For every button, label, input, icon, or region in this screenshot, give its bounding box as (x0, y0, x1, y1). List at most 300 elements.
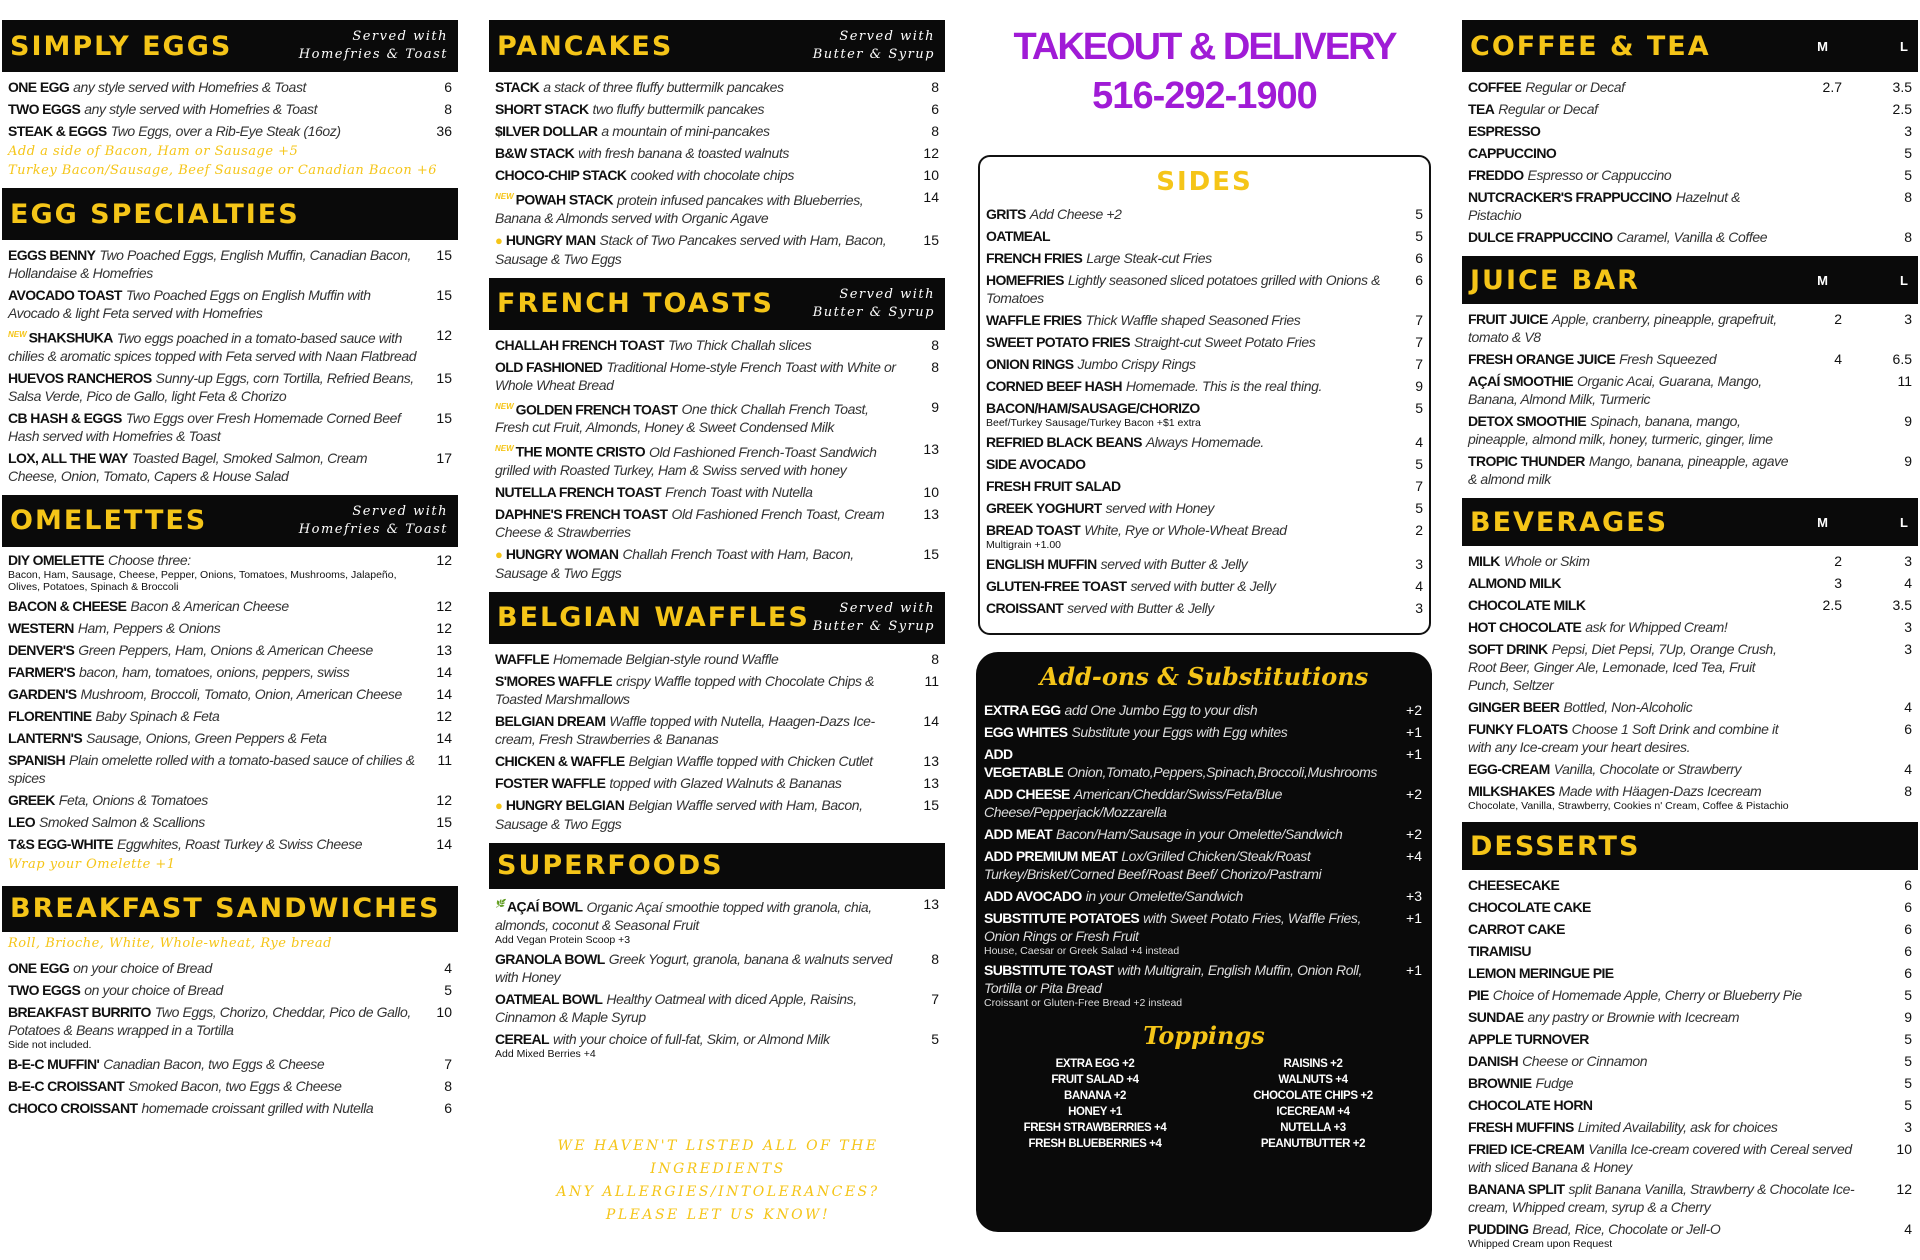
item-name: TWO EGGS (8, 101, 81, 117)
item-description: Apple, cranberry, pineapple, grapefruit, tomato & V8 (1468, 311, 1777, 345)
section-title: DESSERTS (1470, 830, 1641, 862)
french-toasts-section (489, 278, 945, 582)
item-name: GLUTEN-FREE TOAST (986, 578, 1127, 594)
item-description: Limited Availability, ask for choices (1577, 1119, 1778, 1135)
menu-item (495, 990, 939, 1026)
item-description: a mountain of mini-pancakes (601, 123, 770, 139)
item-list (980, 205, 1429, 617)
item-text (986, 311, 1397, 329)
item-subnote: Side not included. (8, 1038, 92, 1051)
item-text (986, 577, 1397, 595)
menu-item (8, 1003, 452, 1051)
price-large: 6.5 (1892, 351, 1912, 367)
allergy-line: PLEASE LET US KNOW! (605, 1207, 831, 1223)
item-description: with fresh banana & toasted walnuts (578, 145, 790, 161)
menu-item (986, 477, 1423, 495)
menu-item (986, 577, 1423, 595)
menu-item (495, 166, 939, 184)
menu-item (1468, 640, 1912, 694)
menu-item (1468, 372, 1912, 408)
menu-item (495, 505, 939, 541)
menu-item (1468, 166, 1912, 184)
takeout-delivery (978, 24, 1431, 122)
section-header (2, 886, 458, 932)
item-price: 12 (436, 597, 452, 614)
item-description: American/Cheddar/Swiss/Feta/Blue Cheese/Pepperjack/Mozzarella (984, 786, 1282, 820)
item-description: Bottled, Non-Alcoholic (1563, 699, 1693, 715)
price-large: 11 (1897, 373, 1912, 389)
item-text (495, 990, 913, 1026)
item-text (1468, 1030, 1886, 1048)
item-description: Two Eggs over Fresh Homemade Corned Beef Hash served with Homefries & Toast (8, 409, 401, 444)
item-price: 5 (1904, 987, 1912, 1003)
size-labels: M L (1817, 514, 1908, 530)
menu-item (8, 122, 452, 140)
item-description: served with butter & Jelly (1130, 578, 1276, 594)
item-name: CORNED BEEF HASH (986, 378, 1122, 394)
item-name: BREAD TOAST (986, 522, 1081, 538)
item-list (1462, 870, 1918, 1250)
menu-item (1468, 310, 1912, 346)
menu-item (8, 707, 452, 725)
item-price: 8 (444, 101, 452, 117)
item-text (8, 597, 426, 615)
menu-item (8, 409, 452, 445)
item-price: 14 (436, 685, 452, 702)
item-name: CHICKEN & WAFFLE (495, 752, 625, 769)
belgian-waffles-section (489, 592, 945, 833)
item-name: HOMEFRIES (986, 272, 1064, 288)
item-description: Vanilla, Chocolate or Strawberry (1553, 761, 1742, 777)
item-name: REFRIED BLACK BEANS (986, 434, 1142, 450)
item-description: protein infused pancakes with Blueberries, Banana & Almonds served with Organic Agave (495, 191, 864, 226)
menu-item (8, 1099, 452, 1117)
item-description: any pastry or Brownie with Icecream (1527, 1009, 1740, 1025)
item-text (495, 712, 913, 748)
menu-item (8, 551, 452, 593)
menu-item (8, 663, 452, 681)
item-name: OATMEAL (986, 228, 1050, 244)
menu-item (1468, 350, 1912, 368)
price-large: 3 (1904, 619, 1912, 635)
section-title: SUPERFOODS (497, 850, 724, 882)
item-price: 7 (1415, 312, 1423, 328)
item-subnote: Multigrain +1.00 (986, 539, 1062, 551)
item-name: BACON & CHEESE (8, 597, 127, 614)
item-text (1468, 920, 1886, 938)
item-name: FOSTER WAFFLE (495, 774, 606, 791)
item-description: Smoked Bacon, two Eggs & Cheese (128, 1077, 342, 1094)
item-name: FRUIT JUICE (1468, 311, 1548, 327)
price-medium: 2 (1834, 311, 1842, 327)
menu-item (1468, 618, 1912, 636)
item-name: CHALLAH FRENCH TOAST (495, 336, 664, 353)
menu-item (986, 555, 1423, 573)
item-text (1468, 350, 1802, 368)
item-description: two fluffy buttermilk pancakes (592, 101, 765, 117)
simply-eggs-section (2, 20, 458, 178)
item-list (2, 547, 458, 853)
item-description: Smoked Salmon & Scallions (38, 813, 205, 830)
served-with: Served with Butter & Syrup (812, 286, 935, 320)
item-name: CROISSANT (986, 600, 1064, 616)
item-text (8, 326, 426, 365)
menu-item (8, 729, 452, 747)
item-description: Green Peppers, Ham, Onions & American Cheese (78, 641, 373, 658)
item-text (1468, 452, 1802, 488)
item-name: BELGIAN DREAM (495, 712, 606, 729)
section-header (1462, 20, 1918, 72)
item-name: EGGS BENNY (8, 247, 96, 263)
price-large: 3 (1904, 641, 1912, 657)
item-name: ONE EGG (8, 959, 70, 976)
item-description: Lox/Grilled Chicken/Steak/Roast Turkey/Brisket/Corned Beef/Roast Beef/ Chorizo/Pastrami (984, 848, 1322, 882)
item-price: 6 (1904, 899, 1912, 915)
item-name: FRESH ORANGE JUICE (1468, 351, 1616, 367)
item-price: 17 (436, 449, 452, 466)
section-title: FRENCH TOASTS (497, 288, 774, 320)
item-text (495, 505, 913, 541)
menu-item (986, 455, 1423, 473)
item-text (8, 707, 426, 725)
item-text (986, 477, 1397, 495)
item-subnote: House, Caesar or Greek Salad +4 instead (984, 945, 1180, 957)
item-name: DENVER'S (8, 641, 75, 658)
price-large: 4 (1904, 761, 1912, 777)
menu-item (1468, 596, 1912, 614)
item-description: Thick Waffle shaped Seasoned Fries (1085, 312, 1301, 328)
item-price: 6 (444, 1099, 452, 1116)
item-text (1468, 412, 1802, 448)
item-price: 5 (1904, 1097, 1912, 1113)
menu-item (495, 752, 939, 770)
item-price: 15 (436, 369, 452, 386)
item-text (1468, 1008, 1886, 1026)
menu-item (986, 599, 1423, 617)
menu-item (8, 751, 452, 787)
served-with: Served with Homefries & Toast (298, 503, 448, 537)
item-price: 5 (1904, 1053, 1912, 1069)
egg-specialties-section (2, 188, 458, 485)
item-text (1468, 188, 1802, 224)
item-text (495, 122, 913, 140)
menu-item (1468, 144, 1912, 162)
item-price: 13 (923, 441, 939, 458)
item-name: HUEVOS RANCHEROS (8, 369, 152, 386)
menu-item (1468, 898, 1912, 916)
menu-item (495, 144, 939, 162)
item-price: 5 (1415, 500, 1423, 516)
menu-item (986, 333, 1423, 351)
topping-item: ICECREAM +4 (1276, 1106, 1350, 1118)
menu-item (495, 336, 939, 354)
item-name: ONE EGG (8, 79, 70, 95)
item-price: 8 (931, 79, 939, 95)
menu-item (984, 847, 1422, 883)
menu-item (1468, 720, 1912, 756)
item-name: S'MORES WAFFLE (495, 672, 613, 689)
item-description: Two Poached Eggs on English Muffin with Avocado & light Feta served with Homefries (8, 287, 371, 321)
item-description: with your choice of full-fat, Skim, or Almond Milk (552, 1030, 830, 1047)
item-name: DIY OMELETTE (8, 551, 104, 568)
item-name: SUBSTITUTE TOAST (984, 962, 1114, 978)
item-description: Spinach, banana, mango, pineapple, almond milk, honey, turmeric, ginger, lime (1468, 413, 1773, 447)
item-name: PIE (1468, 987, 1489, 1003)
item-price: 15 (436, 247, 452, 263)
menu-item (8, 78, 452, 96)
item-name: FRENCH FRIES (986, 250, 1083, 266)
item-price: 7 (931, 990, 939, 1007)
item-description: Bread, Rice, Chocolate or Jell-O (1532, 1221, 1721, 1237)
section-title: SIDES (1156, 167, 1253, 197)
item-price: 13 (923, 505, 939, 522)
topping-item: PEANUTBUTTER +2 (1260, 1138, 1366, 1150)
item-text (984, 909, 1396, 957)
item-text (1468, 372, 1802, 408)
item-description: Ham, Peppers & Onions (77, 619, 221, 636)
item-description: Vanilla Ice-cream covered with Cereal served with sliced Banana & Honey (1468, 1141, 1852, 1175)
section-title: Add-ons & Substitutions (1039, 662, 1369, 691)
item-description: Mango, banana, pineapple, agave & almond milk (1468, 453, 1789, 487)
item-description: Waffle topped with Nutella, Haagen-Dazs Ice-cream, Fresh Strawberries & Bananas (495, 712, 875, 747)
price-large: 8 (1904, 229, 1912, 245)
section-header (1462, 256, 1918, 304)
item-name: AVOCADO TOAST (8, 287, 122, 303)
item-text (8, 369, 426, 405)
item-name: GREEK YOGHURT (986, 500, 1102, 516)
item-name: ADD MEAT (984, 826, 1053, 842)
section-title: SIMPLY EGGS (10, 30, 233, 62)
item-name: BREAKFAST BURRITO (8, 1003, 151, 1020)
item-price: +2 (1406, 786, 1422, 802)
item-price: 13 (923, 895, 939, 912)
item-text (1468, 166, 1802, 184)
menu-item (1468, 1180, 1912, 1216)
phone-number[interactable]: 516-292-1900 (1092, 75, 1317, 117)
item-name: B-E-C CROISSANT (8, 1077, 125, 1094)
menu-item (1468, 760, 1912, 778)
item-text (1468, 1140, 1886, 1176)
menu-item (495, 672, 939, 708)
item-price: 5 (1415, 228, 1423, 244)
item-price: 14 (923, 712, 939, 729)
item-text (495, 440, 913, 479)
item-description: White, Rye or Whole-Wheat Bread (1084, 522, 1287, 538)
new-badge: NEW (495, 192, 514, 201)
coffee-tea-section (1462, 20, 1918, 246)
item-description: Straight-cut Sweet Potato Fries (1134, 334, 1316, 350)
topping-item: CHOCOLATE CHIPS +2 (1253, 1090, 1373, 1102)
item-name: CB HASH & EGGS (8, 409, 122, 426)
menu-item (984, 785, 1422, 821)
item-text (8, 1003, 426, 1051)
menu-item (1468, 1096, 1912, 1114)
item-text (1468, 574, 1802, 592)
item-name: GARDEN'S (8, 685, 77, 702)
bullet-icon: ● (495, 232, 503, 248)
item-text (1468, 942, 1886, 960)
item-description: Greek Yogurt, granola, banana & walnuts served with Honey (495, 950, 893, 985)
menu-item (984, 887, 1422, 905)
price-large: 4 (1904, 575, 1912, 591)
item-name: FREDDO (1468, 167, 1524, 183)
menu-item (1468, 1118, 1912, 1136)
item-description: Regular or Decaf (1498, 101, 1598, 117)
served-with: Served with Homefries & Toast (298, 29, 448, 62)
item-text (986, 521, 1397, 551)
item-price: 7 (444, 1055, 452, 1072)
item-description: Bacon & American Cheese (130, 597, 289, 614)
item-description: any style served with Homefries & Toast (84, 101, 318, 117)
juice-bar-section (1462, 256, 1918, 488)
section-header (489, 592, 945, 644)
item-name: MILK (1468, 553, 1500, 569)
item-price: 5 (1904, 1031, 1912, 1047)
item-name: LOX, ALL THE WAY (8, 449, 128, 466)
price-large: 5 (1904, 167, 1912, 183)
price-large: 9 (1904, 453, 1912, 469)
menu-item (495, 650, 939, 668)
item-price: 12 (436, 327, 452, 343)
item-text (495, 796, 913, 833)
item-name: ESPRESSO (1468, 123, 1541, 139)
item-text (8, 751, 426, 787)
item-text (984, 723, 1396, 741)
menu-item (1468, 574, 1912, 592)
item-name: ALMOND MILK (1468, 575, 1561, 591)
item-name: OATMEAL BOWL (495, 990, 603, 1007)
menu-item (1468, 412, 1912, 448)
menu-item (8, 791, 452, 809)
item-description: Regular or Decaf (1525, 79, 1625, 95)
item-list (976, 701, 1432, 1009)
item-name: WAFFLE FRIES (986, 312, 1082, 328)
item-name: FRESH FRUIT SALAD (986, 478, 1121, 494)
menu-item (986, 311, 1423, 329)
item-name: HUNGRY BELGIAN (505, 796, 625, 813)
item-name: LANTERN'S (8, 729, 83, 746)
item-description: Cheese or Cinnamon (1522, 1053, 1648, 1069)
item-price: 12 (923, 145, 939, 161)
item-description: Substitute your Eggs with Egg whites (1071, 724, 1288, 740)
item-price: 5 (1415, 456, 1423, 472)
item-price: 6 (1415, 250, 1423, 266)
item-name: STEAK & EGGS (8, 123, 107, 139)
item-price: 8 (931, 950, 939, 967)
item-price: 12 (436, 551, 452, 568)
item-text (8, 122, 426, 140)
item-description: Feta, Onions & Tomatoes (58, 791, 208, 808)
new-badge: NEW (495, 401, 514, 411)
item-description: Hazelnut & Pistachio (1468, 189, 1741, 223)
omelettes-section (2, 495, 458, 872)
item-name: CHOCOLATE HORN (1468, 1097, 1593, 1113)
item-price: +2 (1406, 826, 1422, 842)
item-text (8, 791, 426, 809)
price-large: 9 (1904, 413, 1912, 429)
item-name: TEA (1468, 101, 1495, 117)
pancakes-section (489, 20, 945, 268)
item-text (986, 333, 1397, 351)
item-name: GREEK (8, 791, 55, 808)
toppings-list (976, 1058, 1432, 1150)
menu-item (984, 825, 1422, 843)
item-description: Challah French Toast with Ham, Bacon, Sausage & Two Eggs (495, 545, 854, 581)
section-title: EGG SPECIALTIES (10, 198, 300, 230)
item-list (489, 72, 945, 268)
item-description: Sausage, Onions, Green Peppers & Feta (86, 729, 327, 746)
item-name: CHOCO-CHIP STACK (495, 167, 627, 183)
item-text (8, 1077, 426, 1095)
item-list (2, 959, 458, 1117)
item-price: 5 (1904, 1075, 1912, 1091)
section-title: BEVERAGES (1470, 506, 1669, 538)
item-price: 12 (436, 791, 452, 808)
item-name: CHEESECAKE (1468, 877, 1560, 893)
item-text (1468, 986, 1886, 1004)
price-large: 8 (1904, 783, 1912, 799)
item-description: served with Butter & Jelly (1100, 556, 1248, 572)
item-price: 4 (1415, 578, 1423, 594)
item-description: served with Honey (1105, 500, 1214, 516)
item-description: Choice of Homemade Apple, Cherry or Blueberry Pie (1492, 987, 1802, 1003)
item-name: HOT CHOCOLATE (1468, 619, 1582, 635)
item-price: 4 (1904, 1221, 1912, 1237)
side-note: Turkey Bacon/Sausage, Beef Sausage or Canadian Bacon +6 (8, 163, 437, 178)
item-text (8, 100, 426, 118)
item-description: Toasted Bagel, Smoked Salmon, Cream Cheese, Onion, Tomato, Capers & House Salad (8, 449, 368, 484)
item-price: 6 (1904, 943, 1912, 959)
item-price: 6 (444, 79, 452, 95)
item-description: Lightly seasoned sliced potatoes grilled with Onions & Tomatoes (986, 272, 1381, 306)
served-with: Served with Butter & Syrup (812, 600, 935, 634)
item-text (495, 231, 913, 268)
item-text (1468, 78, 1802, 96)
item-price: 8 (931, 123, 939, 139)
menu-item (984, 701, 1422, 719)
item-price: 6 (1904, 965, 1912, 981)
item-price: 14 (436, 729, 452, 746)
item-text (1468, 596, 1802, 614)
section-header (1462, 498, 1918, 546)
item-description: bacon, ham, tomatoes, onions, peppers, swiss (78, 663, 350, 680)
menu-item (986, 499, 1423, 517)
menu-item (1468, 782, 1912, 812)
topping-item: NUTELLA +3 (1280, 1122, 1346, 1134)
topping-item: FRESH STRAWBERRIES +4 (1023, 1122, 1167, 1134)
item-text (1468, 1052, 1886, 1070)
item-description: Large Steak-cut Fries (1086, 250, 1212, 266)
item-description: Sunny-up Eggs, corn Tortilla, Refried Beans, Salsa Verde, Pico de Gallo, light Feta & Chorizo (8, 369, 414, 404)
item-text (1468, 310, 1802, 346)
item-text (1468, 618, 1802, 636)
section-header (489, 278, 945, 330)
item-description: Homemade Belgian-style round Waffle (552, 650, 779, 667)
item-name: BANANA SPLIT (1468, 1181, 1565, 1197)
menu-item (986, 399, 1423, 429)
item-text (495, 950, 913, 986)
item-name: SHORT STACK (495, 101, 589, 117)
item-description: on your choice of Bread (84, 981, 223, 998)
menu-item (984, 723, 1422, 741)
item-name: DAPHNE'S FRENCH TOAST (495, 505, 668, 522)
item-text (8, 981, 426, 999)
item-price: 9 (1904, 1009, 1912, 1025)
item-name: TWO EGGS (8, 981, 81, 998)
menu-item (495, 231, 939, 268)
item-text (986, 355, 1397, 373)
item-price: 15 (436, 287, 452, 303)
